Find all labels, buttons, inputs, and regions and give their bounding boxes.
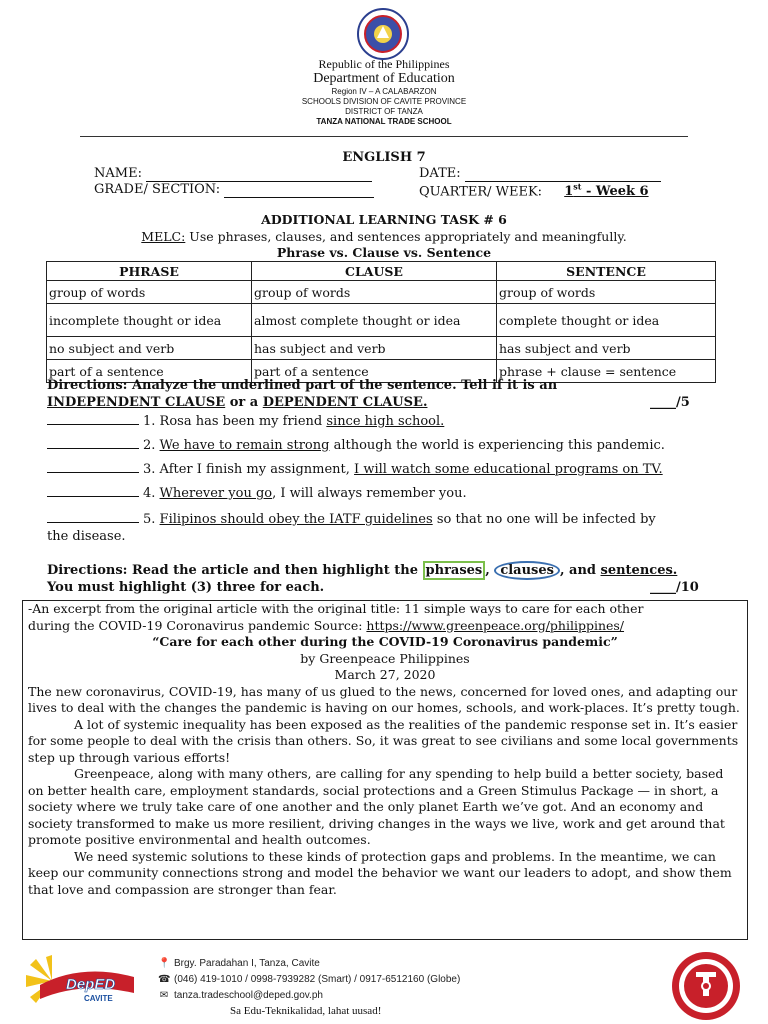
article-intro-2-text: during the COVID-19 Coronavirus pandemic Source: (28, 617, 367, 633)
article-title: “Care for each other during the COVID-19 Coronavirus pandemic” (152, 634, 618, 649)
phone-text: (046) 419-1010 / 0998-7939282 (Smart) / 0917-6512160 (Globe) (174, 974, 461, 985)
item-text: 1. Rosa has been my friend (143, 414, 327, 429)
table-cell: almost complete thought or idea (252, 304, 497, 337)
quarter-sup: st (573, 182, 582, 192)
article-paragraph: We need systemic solutions to these kinds of protection gaps and problems. In the meantime, we can keep our community connections strong and model the behavior we want our leaders to adopt, and show them that love and compassion are stronger than fear. (28, 848, 732, 897)
task-title: ADDITIONAL LEARNING TASK # 6 (261, 212, 507, 227)
table-cell: complete thought or idea (497, 304, 716, 337)
subject-title: ENGLISH 7 (342, 150, 426, 165)
list-item (47, 512, 656, 527)
quarter-week-value (564, 184, 648, 199)
melc-line (0, 229, 768, 244)
phrases-highlight: phrases (423, 561, 486, 580)
header-school: TANZA NATIONAL TRADE SCHOOL (316, 117, 452, 126)
footer-slogan: Sa Edu-Teknikalidad, lahat uusad! (230, 1005, 382, 1017)
item-text: 2. (143, 438, 160, 453)
footer-address (158, 958, 320, 969)
independent-clause-label: INDEPENDENT CLAUSE (47, 395, 226, 410)
article-box (22, 600, 748, 940)
name-field[interactable] (146, 166, 372, 182)
quarter-label-text: QUARTER/ WEEK: (419, 184, 543, 200)
list-item (47, 462, 663, 477)
email-icon: ✉ (159, 990, 169, 1001)
answer-blank[interactable] (47, 496, 139, 497)
item-text: although the world is experiencing this pandemic. (329, 438, 665, 453)
item-underlined: Filipinos should obey the IATF guidelines (159, 512, 433, 527)
directions-1-line1: Directions: Analyze the underlined part of the sentence. Tell if it is an (47, 378, 558, 393)
grade-section-label (94, 182, 374, 198)
item-underlined: Wherever you go (159, 486, 273, 501)
article-paragraph: A lot of systemic inequality has been exposed as the realities of the pandemic response set in. It’s easier for some people to deal with the crisis than others. So, it was great to see civilians and some local governments step up through various efforts! (28, 716, 739, 765)
answer-blank[interactable] (47, 448, 139, 449)
phone-icon: ☎ (158, 974, 171, 985)
quarter-rest: - Week 6 (581, 184, 649, 200)
list-item (47, 414, 444, 429)
and-text: , and (559, 563, 601, 578)
header-republic: Republic of the Philippines (318, 57, 450, 71)
table-cell: phrase + clause = sentence (497, 360, 716, 383)
location-pin-icon: 📍 (158, 958, 171, 969)
melc-text: Use phrases, clauses, and sentences appropriately and meaningfully. (185, 229, 627, 244)
item-text: so that no one will be infected by (432, 512, 656, 527)
score-5: ____/5 (650, 395, 690, 410)
item-text: 3. After I finish my assignment, (143, 462, 355, 477)
table-cell: group of words (252, 281, 497, 304)
date-label-text: DATE: (419, 166, 461, 181)
directions-2-line1 (47, 563, 677, 578)
deped-cavite-logo (22, 955, 140, 1007)
date-field[interactable] (465, 166, 661, 182)
date-label (419, 166, 661, 182)
item-underlined: We have to remain strong (159, 438, 330, 453)
table-header: CLAUSE (252, 262, 497, 281)
table-header: SENTENCE (497, 262, 716, 281)
answer-blank[interactable] (47, 522, 139, 523)
sentences-label: sentences. (600, 563, 678, 578)
name-label-text: NAME: (94, 166, 142, 181)
table-row (47, 304, 716, 337)
item-underlined: since high school. (326, 414, 445, 429)
table-cell: has subject and verb (252, 337, 497, 360)
logo-text: DepED (66, 976, 116, 993)
table-cell: group of words (497, 281, 716, 304)
article-paragraph: The new coronavirus, COVID-19, has many of us glued to the news, concerned for loved ones, and adapting our lives to deal with the changes the pandemic is having on our homes, schools, and work-places. It’s pretty tough. (28, 683, 740, 715)
logo-subtext: CAVITE (84, 994, 113, 1003)
answer-blank[interactable] (47, 424, 139, 425)
comma-text: , (485, 563, 490, 578)
header-district: DISTRICT OF TANZA (345, 107, 423, 116)
comparison-table (46, 261, 716, 383)
header-divider (80, 136, 688, 137)
or-text: or a (225, 395, 263, 410)
school-seal-icon (670, 950, 742, 1022)
grade-section-field[interactable] (224, 182, 374, 198)
footer-email (158, 990, 323, 1001)
item-text: 5. (143, 512, 160, 527)
quarter-week-label (419, 182, 649, 199)
table-cell: incomplete thought or idea (47, 304, 252, 337)
table-row (47, 337, 716, 360)
header-division: SCHOOLS DIVISION OF CAVITE PROVINCE (301, 97, 467, 106)
list-item (47, 438, 665, 453)
table-cell: part of a sentence (252, 360, 497, 383)
item-text: 4. (143, 486, 160, 501)
directions-2-text: Directions: Read the article and then highlight the (47, 563, 423, 578)
article-date: March 27, 2020 (334, 667, 436, 682)
score-10: ____/10 (650, 580, 699, 595)
name-label (94, 166, 372, 182)
dependent-clause-label: DEPENDENT CLAUSE. (262, 395, 428, 410)
table-header-row (47, 262, 716, 281)
header-department: Department of Education (313, 71, 455, 86)
item-5-continuation: the disease. (47, 529, 126, 544)
table-cell: part of a sentence (47, 360, 252, 383)
email-text[interactable]: tanza.tradeschool@deped.gov.ph (174, 990, 323, 1001)
quarter-num: 1 (564, 184, 574, 200)
source-link[interactable]: https://www.greenpeace.org/philippines/ (366, 617, 625, 633)
table-cell: has subject and verb (497, 337, 716, 360)
table-cell: group of words (47, 281, 252, 304)
table-row (47, 281, 716, 304)
grade-label-text: GRADE/ SECTION: (94, 182, 221, 197)
melc-label: MELC: (141, 229, 186, 244)
item-text: , I will always remember you. (272, 486, 467, 501)
item-underlined: I will watch some educational programs on TV. (354, 462, 663, 477)
article-byline: by Greenpeace Philippines (300, 650, 470, 666)
directions-2-line2: You must highlight (3) three for each. (47, 580, 325, 595)
header-region: Region IV – A CALABARZON (331, 87, 437, 96)
address-text: Brgy. Paradahan I, Tanza, Cavite (174, 958, 320, 969)
answer-blank[interactable] (47, 472, 139, 473)
article-paragraph: Greenpeace, along with many others, are calling for any spending to help build a better society, based on better health care, employment standards, social protections and a Green Stimulus Package — in short, a society where we truly take care of one another and the only planet Earth we’ve got. And an economy and society transformed to make us more resilient, driving changes in the ways we live, work and get around that promote positive environmental and health outcomes. (28, 766, 725, 847)
clauses-highlight: clauses (494, 561, 560, 580)
footer-phone (158, 974, 460, 985)
table-header: PHRASE (47, 262, 252, 281)
table-title: Phrase vs. Clause vs. Sentence (276, 245, 492, 260)
list-item (47, 486, 467, 501)
table-cell: no subject and verb (47, 337, 252, 360)
article-intro-2 (28, 618, 742, 635)
deped-seal-icon (357, 8, 409, 60)
directions-1-line2 (47, 395, 427, 410)
article-intro-1: -An excerpt from the original article with the original title: 11 simple ways to care for each other (28, 601, 644, 616)
